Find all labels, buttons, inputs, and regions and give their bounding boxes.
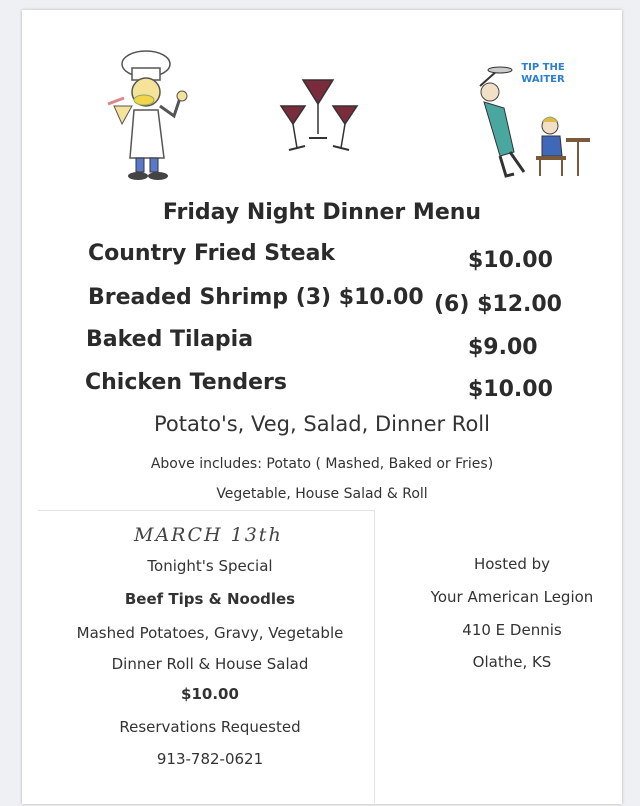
hosted-by-label: Hosted by: [473, 555, 551, 573]
includes-line-1: Above includes: Potato ( Mashed, Baked or Fries): [150, 456, 494, 472]
menu-item-price: $10.00: [468, 377, 553, 402]
special-heading: Tonight's Special: [147, 557, 273, 575]
includes-line-2: Vegetable, House Salad & Roll: [216, 486, 428, 502]
chef-clipart-icon: [94, 46, 204, 186]
menu-item-name: Country Fried Steak: [88, 241, 336, 266]
menu-item-name: Chicken Tenders: [85, 370, 287, 395]
menu-item-name: Baked Tilapia: [86, 327, 254, 352]
menu-item-price: (6) $12.00: [434, 292, 562, 317]
martini-glasses-icon: [277, 76, 369, 156]
special-sides-line-1: Mashed Potatoes, Gravy, Vegetable: [76, 624, 344, 642]
special-date: MARCH 13th: [134, 524, 283, 546]
special-price: $10.00: [181, 685, 239, 703]
menu-title: Friday Night Dinner Menu: [162, 200, 482, 225]
waiter-sign-text: TIP THE WAITER: [521, 62, 565, 85]
menu-item-name: Breaded Shrimp (3) $10.00: [88, 285, 424, 310]
menu-item-price: $10.00: [468, 248, 553, 273]
host-address: 410 E Dennis: [462, 621, 562, 639]
sides-line: Potato's, Veg, Salad, Dinner Roll: [154, 412, 490, 436]
host-organization: Your American Legion: [430, 588, 594, 606]
host-city: Olathe, KS: [472, 653, 552, 671]
menu-item-price: $9.00: [468, 335, 538, 360]
special-dish: Beef Tips & Noodles: [124, 590, 296, 608]
special-sides-line-2: Dinner Roll & House Salad: [111, 655, 309, 673]
phone-number: 913-782-0621: [156, 750, 264, 768]
menu-flyer: [22, 10, 622, 804]
reservations-note: Reservations Requested: [119, 718, 301, 736]
tip-the-waiter-clipart: [470, 56, 590, 188]
